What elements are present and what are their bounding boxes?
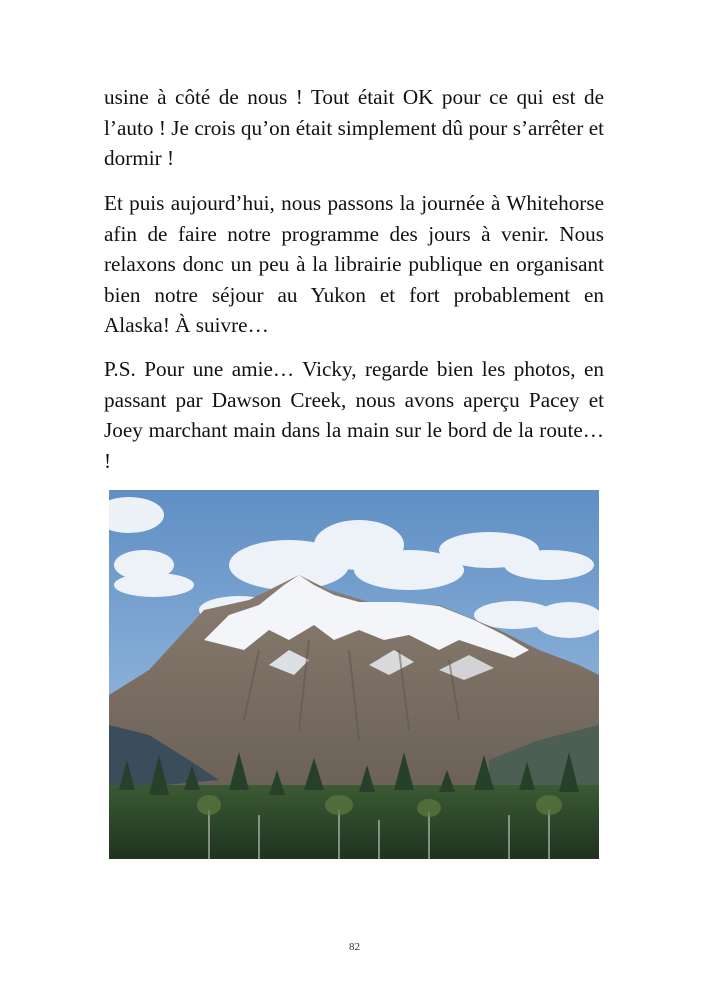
paragraph-3: P.S. Pour une amie… Vicky, regarde bien les photos, en passant par Dawson Creek, nous avons aperçu Pacey et Joey marchant main dans la main sur le bord de la route… ! bbox=[104, 357, 604, 473]
mountain-photo bbox=[109, 490, 599, 859]
paragraph-1: usine à côté de nous ! Tout était OK pour ce qui est de l’auto ! Je crois qu’on était simplement dû pour s’arrêter et dormir ! bbox=[104, 85, 604, 170]
paragraph-2: Et puis aujourd’hui, nous passons la journée à Whitehorse afin de faire notre programme des jours à venir. Nous relaxons donc un peu à la librairie publique en organisant bien notre séjour au Yukon et fort probablement en Alaska! À suivre… bbox=[104, 191, 604, 337]
page-number: 82 bbox=[349, 941, 360, 953]
